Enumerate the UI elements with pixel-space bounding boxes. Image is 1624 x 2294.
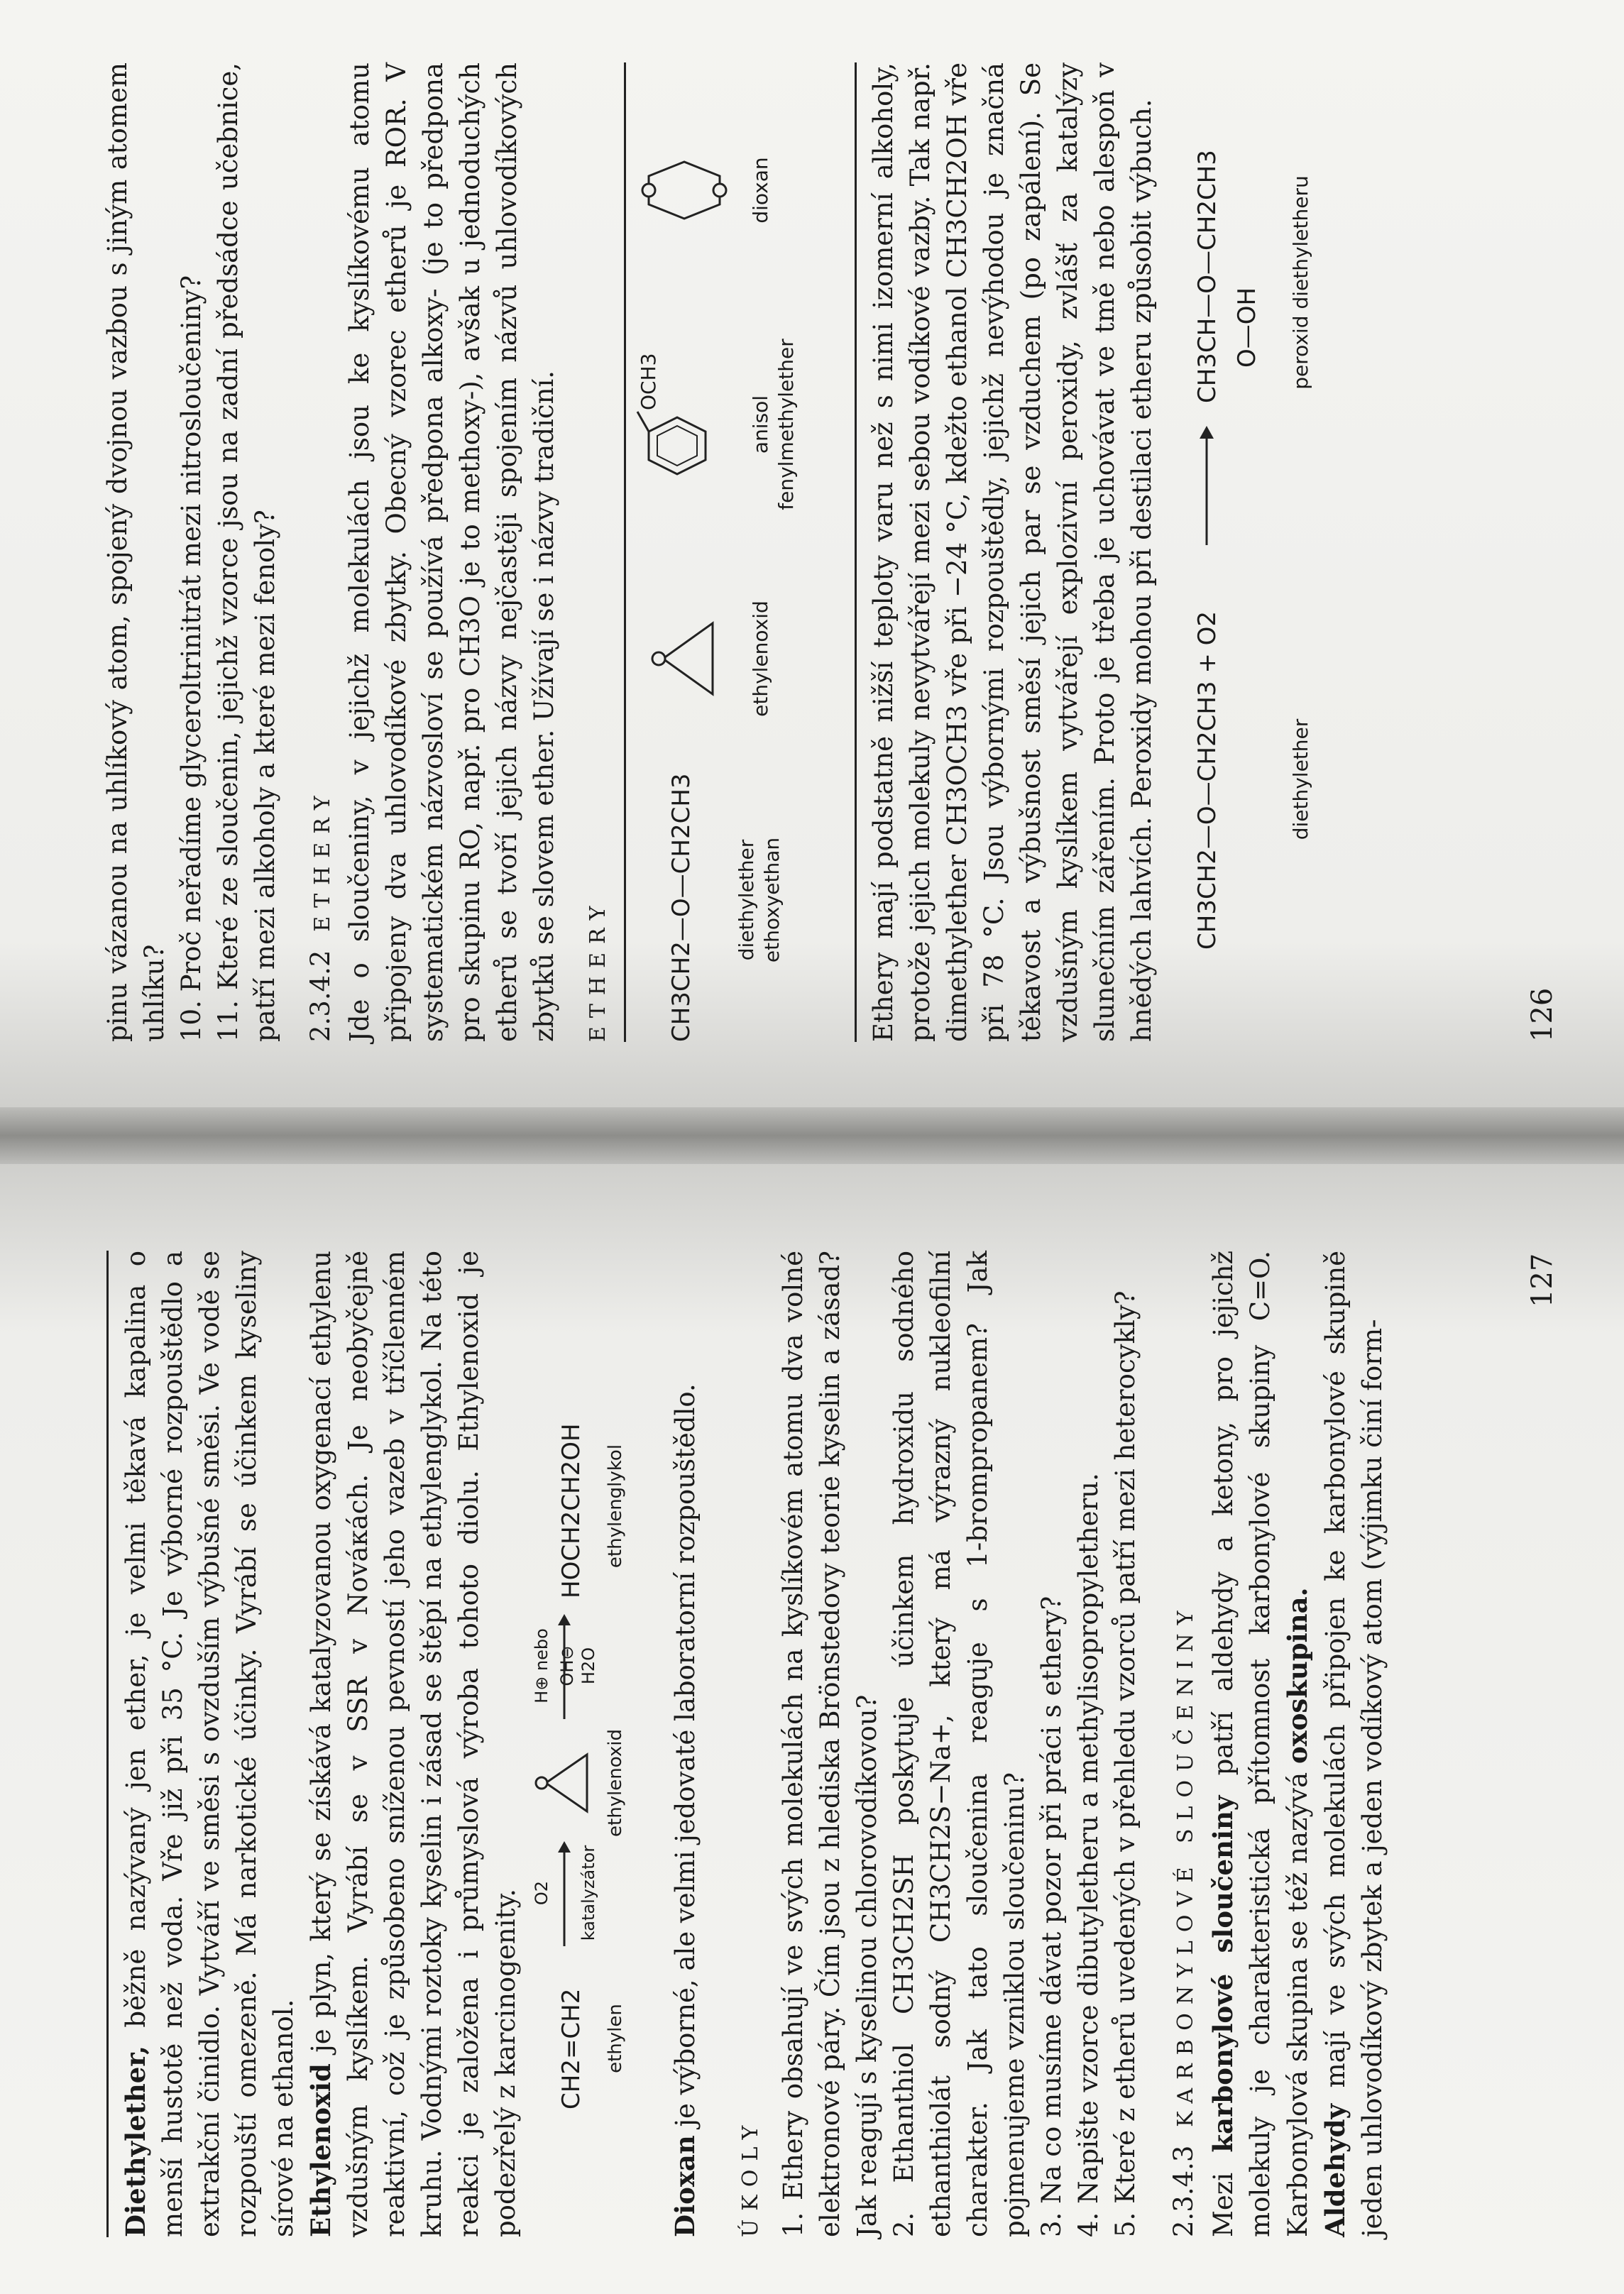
task-4: 4. Napište vzorce dibutyletheru a methylisopropyletheru. (1073, 1473, 1104, 2237)
anisol-names (748, 318, 799, 531)
book-gutter (0, 1107, 1624, 1164)
section-heading-carbonyl (1165, 1251, 1205, 2237)
top-rule (106, 1251, 109, 2237)
ether-structures-figure (635, 62, 847, 1042)
ethylenoxid-name: ethylenoxid (749, 600, 772, 717)
carbonyl-text-pre: Mezi (1208, 2152, 1239, 2237)
diethylether-text: běžně nazývaný jen ether, je velmi těkavá kapalina o menší hustotě než voda. Vře již při 35 °C. Je výborné rozpouštědlo a extrakční činidlo. Vytváří ve směsi s ovzduším výbušné směsi. Ve vodě se rozpouští omezeně. Má narkotické účinky. Vyrábí se účinkem kyseliny sírové na ethanol. (121, 1251, 299, 2237)
ethylenglykol-formula: HOCH2CH2OH (557, 1423, 586, 1598)
question-11: 11. Které ze sloučenin, jejichž vzorce jsou na zadní předsádce učebnice, patří mezi alkoholy a které mezi fenoly? (213, 62, 280, 1042)
page-number-right: 127 (1526, 1253, 1559, 1307)
diethylether-term: Diethylether, (120, 2046, 151, 2237)
ethylenoxid-product-name: ethylenoxid (605, 1729, 626, 1837)
right-page (0, 1164, 1624, 2294)
section-heading (302, 62, 341, 1042)
ethylen-formula: CH2=CH2 (557, 1988, 586, 2109)
task-1: 1. Ethery obsahují ve svých molekulách na kyslíkovém atomu dva volné elektronové páry. Čím jsou z hlediska Brönstedovy teorie kyselin a zásad? Jak reagují s kyselinou chlorovodíkovou? (778, 1251, 882, 2237)
diethylether-paragraph (117, 1251, 302, 2237)
ethylenoxid-ring-icon (642, 602, 727, 715)
carbonyl-term: karbonylové sloučeniny (1207, 1795, 1239, 2153)
ethylenoxid-ring-icon (530, 1740, 594, 1826)
diethylether-names (734, 801, 785, 999)
ethers-paragraph: Jde o sloučeniny, v jejichž molekulách jsou ke kyslíkovému atomu připojeny dva uhlovodíkové zbytky. Obecný vzorec etherů je ROR. V systematickém názvosloví se používá předpona alkoxy- (je to předpona pro skupinu RO, např. pro CH3O je to methoxy-), avšak u jednoduchých etherů se tvoří jejich názvy nejčastěji spojením názvů uhlovodíkových zbytků se slovem ether. Užívají se i názvy tradiční. (344, 62, 559, 1042)
diethylether-formula: CH3CH2—O—CH2CH3 (667, 773, 696, 1042)
arrow2-top-label: H⊕ nebo OH⊖ (532, 1628, 577, 1703)
fenylmethylether-name: fenylmethylether (774, 339, 798, 510)
carbonyl-text: patří aldehydy a ketony, pro jejichž molekuly je charakteristická přítomnost karbonylové skupiny C=O. Karbonylová skupina se též nazývá (1208, 1251, 1313, 2237)
section-number-carbonyl: 2.3.4.3 (1168, 2145, 1199, 2237)
carbonyl-paragraph (1205, 1251, 1317, 2237)
task-2: 2. Ethanthiol CH3CH2SH poskytuje účinkem hydroxidu sodného ethanthiolát sodný CH3CH2S−Na+, který má výrazný nukleofilní charakter. Jak tato sloučenina reaguje s 1-brompropanem? Jak pojmenujeme vzniklou sloučeninu? (889, 1251, 1030, 2237)
aldehydy-paragraph (1317, 1251, 1391, 2237)
page-number-left: 126 (1526, 987, 1559, 1042)
intro-text: pinu vázanou na uhlíkový atom, spojený dvojnou vazbou s jiným atomem uhlíku? (102, 62, 170, 1042)
dioxan-text: je výborné, ale velmi jedovaté laboratorní rozpouštědlo. (670, 1383, 701, 2136)
left-page-content (0, 0, 1624, 1107)
arrow2-bottom-label: H2O (578, 1647, 598, 1685)
question-10: 10. Proč neřadíme glyceroltrinitrát mezi nitrosloučeniny? (176, 275, 207, 1042)
task-3: 3. Na co musíme dávat pozor při práci s ethery? (1036, 1596, 1067, 2237)
dioxan-name: dioxan (749, 157, 772, 224)
arrow1-bottom-label: katalyzátor (578, 1845, 598, 1941)
oxoskupina-term: oxoskupina. (1282, 1587, 1313, 1764)
reactant-label: diethylether (1289, 718, 1312, 840)
ethylenoxid-reaction (525, 1251, 666, 2237)
ethylenoxid-text: je plyn, který se získává katalyzovanou oxygenací ethylenu vzdušným kyslíkem. Vyrábí se v SSR v Nováκách. Je neobyčejně reaktivní, což je způsobeno sníženou pevností jeho vazeb v tříčlenném kruhu. Vodnými roztoky kyselin i zásad se štěpí na ethylenglykol. Na této reakci je založena i průmyslová výroba tohoto diolu. Ethylenoxid je podezřelý z karcinogenity. (306, 1251, 521, 2237)
right-page-content (0, 1164, 1624, 2294)
anisol-name: anisol (749, 395, 772, 454)
figure-rule-top (624, 62, 626, 1042)
dioxan-paragraph (666, 1251, 704, 2237)
arrow1-top-label: O2 (532, 1880, 552, 1906)
arrow1-icon (556, 1840, 573, 1946)
ethylenoxid-paragraph (302, 1251, 525, 2237)
peroxide-reaction (1161, 62, 1338, 1042)
arrow2-icon (556, 1613, 573, 1719)
product-label: peroxid diethyletheru (1289, 175, 1312, 390)
left-page (0, 0, 1624, 1107)
section-title-carbonyl: KARBONYLOVÉ SLOUČENINY (1173, 1602, 1198, 2127)
ethylenoxid-term: Ethylenoxid (305, 2063, 336, 2237)
reaction-product-peroxy-group: O—OH (1233, 287, 1261, 368)
reaction-reactants: CH3CH2—O—CH2CH3 + O2 (1193, 610, 1222, 950)
dioxan-term: Dioxan (669, 2135, 701, 2237)
diethylether-name: diethylether (735, 839, 758, 961)
right-page-column (106, 1251, 1391, 2237)
ethylenglykol-name: ethylenglykol (605, 1444, 626, 1569)
task-5: 5. Které z etherů uvedených v přehledu vzorců patří mezi heterocykly? (1110, 1290, 1141, 2237)
ethers-properties-paragraph: Ethery mají podstatně nižší teploty varu než s nimi izomerní alkoholy, protože jejich molekuly nevytvářejí mezi sebou vodíkové vazby. Tak např. dimethylether CH3OCH3 vře při −24 °C, kdežto ethanol CH3CH2OH vře při 78 °C. Jsou výbornými rozpouštědly, jejichž nevýhodou je značná těkavost a výbušnost směsí jejich par se vzduchem (po zapálení). Se vzdušným kyslíkem vytvářejí explozivní peroxidy, zvlášť za katalýzy slunečním zářením. Proto je třeba je uchovávat ve tmě nebo alespoň v hnědých lahvích. Peroxidy mohou při destilaci etheru způsobit výbuch. (868, 62, 1157, 1042)
figure-header: ETHERY (586, 897, 610, 1042)
aldehydy-term: Aldehydy (1320, 2104, 1351, 2237)
left-page-column (99, 62, 1338, 1042)
reaction-product: CH3CH—O—CH2CH3 (1193, 150, 1222, 403)
aldehydy-text: mají ve svých molekulách připojen ke karbonylové skupině jeden uhlovodíkový zbytek a jeden vodíkový atom (výjimku činí form- (1320, 1251, 1388, 2237)
ethylen-name: ethylen (605, 2004, 626, 2073)
section-number: 2.3.4.2 (305, 950, 336, 1042)
anisol-methoxy-group: OCH3 (637, 353, 660, 410)
section-title: ETHERY (310, 787, 335, 932)
dioxan-ring-icon (635, 133, 741, 247)
ethoxyethan-name: ethoxyethan (760, 837, 784, 963)
ukoly-title: ÚKOLY (738, 2117, 763, 2237)
reaction-arrow-icon (1196, 424, 1217, 545)
figure-rule-bottom (855, 62, 857, 1042)
